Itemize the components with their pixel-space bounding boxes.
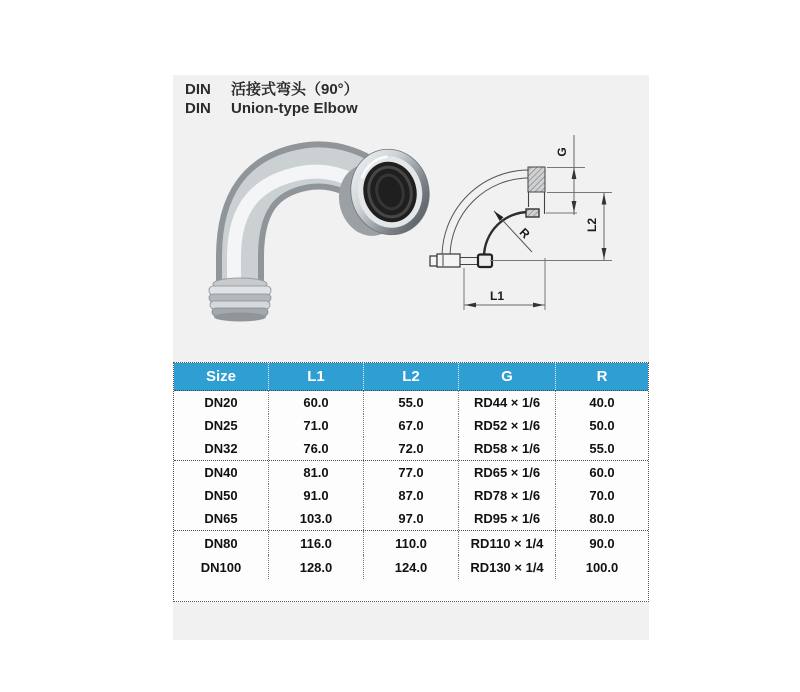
table-cell: 81.0 (268, 461, 363, 484)
table-cell: DN65 (204, 511, 238, 526)
table-cell: 116.0 (268, 531, 363, 555)
ferrule (478, 255, 492, 268)
thread-section (528, 167, 545, 192)
column-header-size: Size (205, 368, 236, 385)
catalog-panel (173, 75, 649, 640)
table-cell: DN50 (204, 488, 238, 503)
table-cell: 100.0 (555, 555, 648, 579)
table-cell: DN40 (204, 465, 238, 480)
table-cell: RD95 × 1/6 (458, 507, 555, 530)
table-cell: 80.0 (555, 507, 648, 530)
dim-label-l2: L2 (585, 217, 599, 233)
column-header-g: G (458, 363, 555, 390)
title-line-zh (185, 80, 359, 99)
table-cell: 50.0 (555, 414, 648, 437)
table-cell: 72.0 (363, 437, 458, 460)
dim-label-l1: L1 (489, 289, 505, 303)
table-cell: RD78 × 1/6 (458, 484, 555, 507)
page-title (185, 80, 359, 118)
column-header-l1: L1 (268, 363, 363, 390)
table-row (174, 531, 648, 555)
table-cell: 76.0 (268, 437, 363, 460)
table-cell: 60.0 (555, 461, 648, 484)
title-text-zh: 活接式弯头（90°） (231, 81, 359, 98)
title-prefix-en: DIN (185, 100, 211, 117)
table-cell: DN100 (200, 559, 242, 575)
dim-label-g: G (555, 147, 569, 157)
dim-label-r: R (516, 225, 533, 242)
table-cell: 90.0 (555, 531, 648, 555)
dimension-diagram (423, 128, 619, 320)
seat-section (526, 209, 539, 217)
table-cell: 128.0 (268, 555, 363, 579)
table-cell: DN20 (204, 395, 238, 410)
table-cell: 60.0 (268, 391, 363, 414)
column-header-l2: L2 (363, 363, 458, 390)
table-cell: 124.0 (363, 555, 458, 579)
spec-table-group (174, 461, 648, 531)
table-cell: 77.0 (363, 461, 458, 484)
table-cell: RD65 × 1/6 (458, 461, 555, 484)
table-cell: RD52 × 1/6 (458, 414, 555, 437)
table-cell: DN80 (204, 535, 238, 551)
table-cell: 40.0 (555, 391, 648, 414)
table-cell: 70.0 (555, 484, 648, 507)
table-row (174, 461, 648, 484)
spec-table-group (174, 391, 648, 461)
spec-table-body (174, 391, 648, 601)
table-cell: 55.0 (363, 391, 458, 414)
table-cell: RD44 × 1/6 (458, 391, 555, 414)
title-text-en: Union-type Elbow (231, 100, 358, 117)
table-cell: 110.0 (363, 531, 458, 555)
table-row (174, 507, 648, 530)
nut-body (437, 254, 460, 267)
column-header-r: R (555, 363, 648, 390)
table-cell: DN32 (204, 441, 238, 456)
table-cell: 55.0 (555, 437, 648, 460)
spec-table (173, 362, 649, 602)
table-row (174, 414, 648, 437)
table-cell: 67.0 (363, 414, 458, 437)
table-cell: 71.0 (268, 414, 363, 437)
table-cell: RD58 × 1/6 (458, 437, 555, 460)
title-prefix-zh: DIN (185, 81, 211, 98)
table-row (174, 555, 648, 579)
table-row (174, 391, 648, 414)
product-photo-image (183, 131, 433, 343)
nut-end-cap (430, 256, 437, 266)
table-cell: RD110 × 1/4 (458, 531, 555, 555)
spec-table-header (174, 363, 648, 391)
table-row (174, 484, 648, 507)
outer-wall-arc-2 (450, 178, 529, 257)
table-cell: 91.0 (268, 484, 363, 507)
table-row (174, 437, 648, 460)
threaded-end (209, 278, 271, 322)
table-cell: 103.0 (268, 507, 363, 530)
table-cell: RD130 × 1/4 (458, 555, 555, 579)
table-cell: 87.0 (363, 484, 458, 507)
title-line-en (185, 99, 359, 118)
spec-table-group (174, 531, 648, 601)
table-cell: DN25 (204, 418, 238, 433)
table-cell: 97.0 (363, 507, 458, 530)
